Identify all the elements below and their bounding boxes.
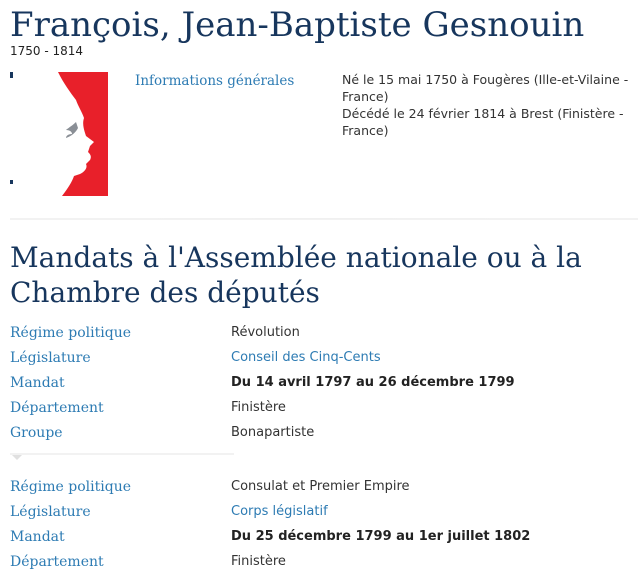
mandate-separator [10,452,234,464]
marianne-logo [10,72,108,196]
field-value: Bonapartiste [231,425,315,440]
mandate-2-regime-row [10,479,630,499]
mandates-section-title: Mandats à l'Assemblée nationale ou à la Chambre des députés [10,241,582,309]
field-value: Révolution [231,325,300,340]
field-label: Régime politique [10,325,131,341]
field-value: Finistère [231,554,286,569]
death-info: Décédé le 24 février 1814 à Brest (Finistère - France) [342,106,624,138]
general-info-text [342,71,634,139]
field-value: Du 14 avril 1797 au 26 décembre 1799 [231,375,515,390]
birth-info: Né le 15 mai 1750 à Fougères (Ille-et-Vilaine - France) [342,72,629,104]
field-label: Législature [10,504,91,520]
field-label: Département [10,400,104,416]
mandate-2-legislature-row [10,504,630,524]
field-label: Législature [10,350,91,366]
mandate-1-departement-row [10,400,630,420]
mandate-1-regime-row [10,325,630,345]
field-label: Mandat [10,529,65,545]
general-info-label: Informations générales [135,73,295,89]
section-divider [10,218,638,230]
field-value: Finistère [231,400,286,415]
field-value: Consulat et Premier Empire [231,479,410,494]
mandate-1-mandat-row [10,375,630,395]
mandate-1-groupe-row [10,425,630,445]
mandate-2-departement-row [10,554,630,574]
legislature-link[interactable]: Conseil des Cinq-Cents [231,350,381,365]
field-label: Régime politique [10,479,131,495]
mandate-2-mandat-row [10,529,630,549]
field-value: Du 25 décembre 1799 au 1er juillet 1802 [231,529,531,544]
life-dates: 1750 - 1814 [10,44,84,58]
page-title: François, Jean-Baptiste Gesnouin [10,5,585,45]
field-label: Mandat [10,375,65,391]
mandate-1-legislature-row [10,350,630,370]
field-label: Département [10,554,104,570]
field-label: Groupe [10,425,63,441]
legislature-link[interactable]: Corps législatif [231,504,328,519]
